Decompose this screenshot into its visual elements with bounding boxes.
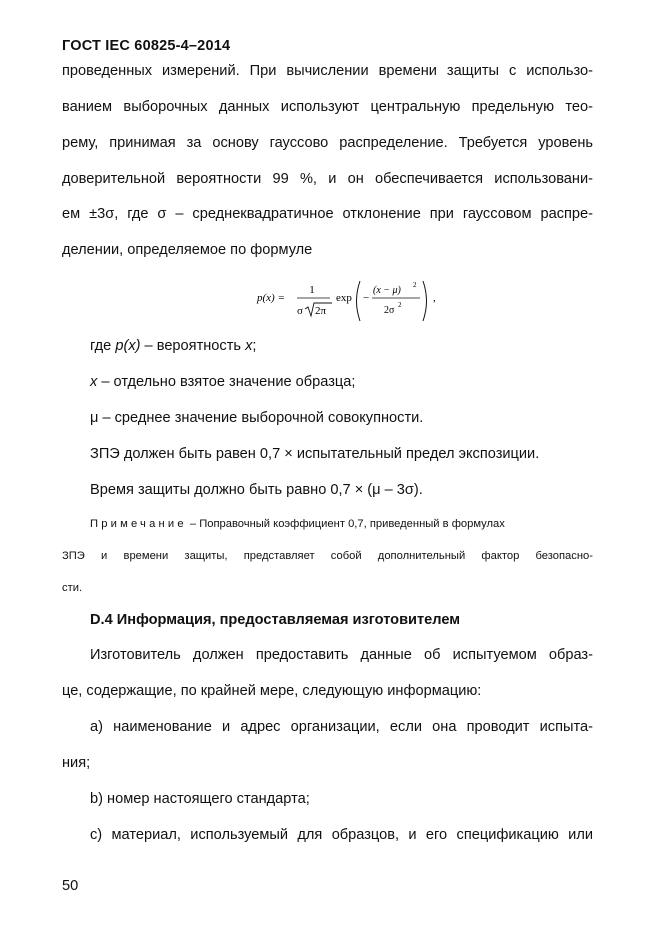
formula-inner-denominator-exp: 2: [398, 301, 402, 309]
list-item-c: c) материал, используемый для образцов, и его спецификацию или: [90, 827, 593, 843]
formula-inner-numerator-exp: 2: [413, 281, 417, 289]
formula-inner-denominator: 2σ: [384, 305, 395, 316]
document-header: ГОСТ IEC 60825-4–2014: [62, 38, 231, 54]
formula-den-sqrt: 2π: [315, 305, 327, 317]
list-item-a-cont: ния;: [62, 755, 91, 771]
formula-left-paren: [357, 281, 361, 321]
list-item-a: a) наименование и адрес организации, если она проводит испыта-: [90, 719, 593, 735]
formula-trailing-comma: ,: [433, 292, 436, 304]
section-line: Изготовитель должен предоставить данные об испытуемом образ-: [90, 647, 593, 663]
paragraph-line: ем ±3σ, где σ – среднеквадратичное отклонение при гауссовом распре-: [62, 206, 593, 222]
definition-mu: μ – среднее значение выборочной совокупности.: [90, 410, 424, 426]
definition-px: где p(x) – вероятность x;: [90, 338, 257, 354]
page-number: 50: [62, 878, 79, 894]
formula-right-paren: [423, 281, 427, 321]
formula-numerator: 1: [309, 284, 315, 296]
section-heading: D.4 Информация, предоставляемая изготовителем: [90, 612, 461, 628]
formula-lhs: p(x) =: [257, 292, 285, 304]
note-line: ЗПЭ и времени защиты, представляет собой дополнительный фактор безопасно-: [62, 550, 593, 562]
paragraph-line: рему, принимая за основу гауссово распределение. Требуется уровень: [62, 135, 593, 151]
definition-protection-time: Время защиты должно быть равно 0,7 × (μ – 3σ).: [90, 482, 423, 498]
formula-minus: −: [363, 292, 370, 304]
note-line: Примечание – Поправочный коэффициент 0,7, приведенный в формулах: [90, 518, 505, 530]
formula-den-sigma: σ: [297, 305, 303, 317]
paragraph-line: ванием выборочных данных используют центральную предельную тео-: [62, 99, 593, 115]
section-line: це, содержащие, по крайней мере, следующую информацию:: [62, 683, 482, 699]
paragraph-line: доверительной вероятности 99 %, и он обеспечивается использовани-: [62, 171, 593, 187]
paragraph-line: проведенных измерений. При вычислении времени защиты с использо-: [62, 63, 593, 79]
paragraph-line: делении, определяемое по формуле: [62, 242, 313, 258]
list-item-b: b) номер настоящего стандарта;: [90, 791, 310, 807]
formula-inner-numerator: (x − μ): [373, 285, 401, 296]
definition-zpe: ЗПЭ должен быть равен 0,7 × испытательный предел экспозиции.: [90, 446, 540, 462]
note-label: Примечание: [90, 518, 187, 530]
formula-exp: exp: [336, 292, 352, 304]
gaussian-formula: [253, 278, 443, 324]
definition-x: x – отдельно взятое значение образца;: [90, 374, 356, 390]
note-line: сти.: [62, 582, 83, 594]
